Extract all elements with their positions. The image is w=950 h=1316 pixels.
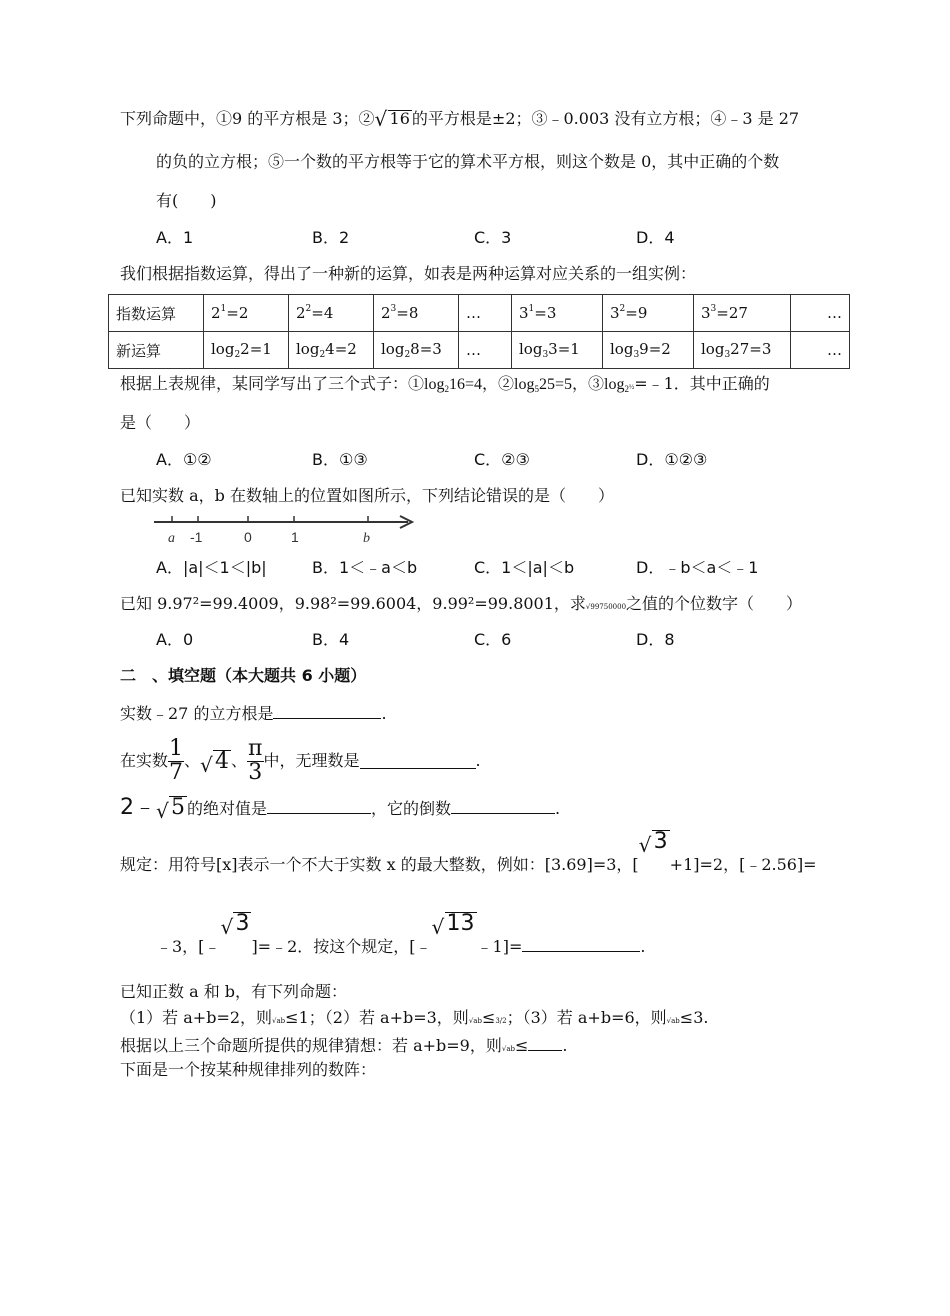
q2-option-a: A．①②	[156, 450, 212, 469]
fill-5-line1: 已知正数 a 和 b，有下列命题：	[120, 982, 348, 1001]
q3-option-a: A．|a|＜1＜|b|	[156, 558, 267, 577]
fill-4-line2: ﹣3，[﹣ √ 3]=﹣2．按这个规定，[﹣ √ 13﹣1]= .	[156, 911, 646, 956]
fill-1: 实数﹣27 的立方根是 .	[120, 704, 387, 723]
table-cell: $2^2=4$	[289, 295, 374, 332]
q2-after-line1: 根据上表规律，某同学写出了三个式子：$①\log_216=4$，$②\log_525=5$，$③\log_2\frac{1}{2}=﹣1$．其中正确的	[120, 374, 770, 394]
q1-option-a: A．1	[156, 228, 194, 247]
q3-option-d: D．﹣b＜a＜﹣1	[636, 558, 759, 577]
q3-option-c: C．1＜|a|＜b	[474, 558, 575, 577]
axis-label-a: a	[168, 531, 175, 546]
q1-line1: 下列命题中，①9 的平方根是 3；② √ 16 的平方根是±2；③﹣0.003 没有立方根；④﹣3 是 27	[120, 107, 800, 131]
q1-line2: 的负的立方根；⑤一个数的平方根等于它的算术平方根，则这个数是 0，其中正确的个数	[156, 152, 780, 171]
answer-blank[interactable]	[451, 799, 555, 814]
q4-line: 已知 9.97²=99.4009，9.98²=99.6004，9.99²=99.8001，求√99750000之值的个位数字（ ）	[120, 594, 803, 613]
q2-option-c: C．②③	[474, 450, 530, 469]
fill-4-line1: 规定：用符号[x]表示一个不大于实数 x 的最大整数，例如：[3.69]=3，[ √ 3+1]=2，[﹣2.56]=	[120, 829, 817, 874]
table-cell: $2^1=2$	[204, 295, 289, 332]
fraction-1-7: $\frac{1}{7}$	[169, 736, 184, 785]
q4-option-b: B．4	[312, 630, 350, 649]
q2-option-d: D．①②③	[636, 450, 708, 469]
table-header-new: 新运算	[109, 332, 204, 369]
sqrt-3-neg: √ 3	[220, 911, 250, 939]
sqrt-5: √ 5	[156, 795, 185, 823]
answer-blank[interactable]	[522, 937, 640, 952]
table-row	[109, 332, 850, 369]
q2-intro: 我们根据指数运算，得出了一种新的运算，如表是两种运算对应关系的一组实例：	[120, 264, 697, 283]
exponent-log-table	[108, 294, 850, 369]
q1-option-c: C．3	[474, 228, 512, 247]
q2-option-b: B．①③	[312, 450, 368, 469]
fill-5-line2: （1）若 a+b=2，则√ab≤1；（2）若 a+b=3，则√ab≤3/2；（3）若 a+b=6，则√ab≤3.	[120, 1008, 709, 1027]
table-cell: …	[791, 295, 850, 332]
table-cell: …	[459, 332, 512, 369]
q4-option-d: D．8	[636, 630, 675, 649]
fraction-pi-3: $\frac{\pi}{3}$	[248, 736, 263, 785]
q3-option-b: B．1＜﹣a＜b	[312, 558, 418, 577]
expr-1: $\log_216=4$	[424, 376, 482, 394]
tiny-sqrt: √99750000	[585, 603, 627, 611]
answer-blank[interactable]	[528, 1036, 562, 1051]
table-header-exp: 指数运算	[109, 295, 204, 332]
table-cell: …	[791, 332, 850, 369]
sqrt-3: √ 3	[638, 829, 668, 857]
expr-2: $\log_525=5$	[514, 376, 572, 394]
axis-label-minus1: -1	[190, 529, 203, 545]
q4-option-a: A．0	[156, 630, 194, 649]
number-line	[150, 512, 420, 546]
table-cell: $2^3=8$	[374, 295, 459, 332]
answer-blank[interactable]	[273, 704, 381, 719]
tiny-sqrt-ab: √ab	[468, 1017, 482, 1025]
axis-label-b: b	[363, 531, 370, 546]
q4-option-c: C．6	[474, 630, 512, 649]
answer-blank[interactable]	[267, 799, 371, 814]
sqrt-16: √ 16	[374, 107, 410, 131]
table-cell: $\log_33=1$	[512, 332, 603, 369]
fill-2: 在实数 $\frac{1}{7}$ 、 √ 4 、 $\frac{\pi}{3}$ 中，无理数是 .	[120, 736, 481, 785]
section-heading: 二 、填空题（本大题共 6 小题）	[120, 666, 367, 685]
q1-line3: 有( )	[156, 191, 217, 210]
answer-blank[interactable]	[360, 754, 476, 769]
table-cell: …	[459, 295, 512, 332]
table-cell: $3^3=27$	[694, 295, 791, 332]
q1-option-b: B．2	[312, 228, 350, 247]
table-cell: $\log_327=3$	[694, 332, 791, 369]
fill-6-line: 下面是一个按某种规律排列的数阵：	[120, 1060, 377, 1079]
table-row	[109, 295, 850, 332]
fill-5-line3: 根据以上三个命题所提供的规律猜想：若 a+b=9，则√ab≤ .	[120, 1036, 568, 1055]
sqrt-4: √ 4	[200, 748, 230, 777]
q2-after-line2: 是（ ）	[120, 413, 201, 432]
table-cell: $3^2=9$	[603, 295, 694, 332]
sqrt-13: √ 13	[431, 911, 475, 939]
q3-line: 已知实数 a，b 在数轴上的位置如图所示，下列结论错误的是（ ）	[120, 486, 614, 505]
expr-3: $\log_2\frac{1}{2}$	[604, 376, 635, 394]
axis-label-1: 1	[291, 529, 299, 545]
fill-3: 2﹣ √ 5 的绝对值是 ，它的倒数 .	[120, 795, 561, 823]
q1-option-d: D．4	[636, 228, 675, 247]
table-cell: $\log_28=3$	[374, 332, 459, 369]
table-cell: $3^1=3$	[512, 295, 603, 332]
tiny-sqrt-ab: √ab	[666, 1017, 680, 1025]
table-cell: $\log_39=2$	[603, 332, 694, 369]
tiny-sqrt-ab: √ab	[272, 1017, 286, 1025]
tiny-sqrt-ab: √ab	[501, 1045, 515, 1053]
axis-label-0: 0	[244, 529, 252, 545]
tiny-fraction: 3/2	[495, 1017, 507, 1025]
table-cell: $\log_22=1$	[204, 332, 289, 369]
table-cell: $\log_24=2$	[289, 332, 374, 369]
